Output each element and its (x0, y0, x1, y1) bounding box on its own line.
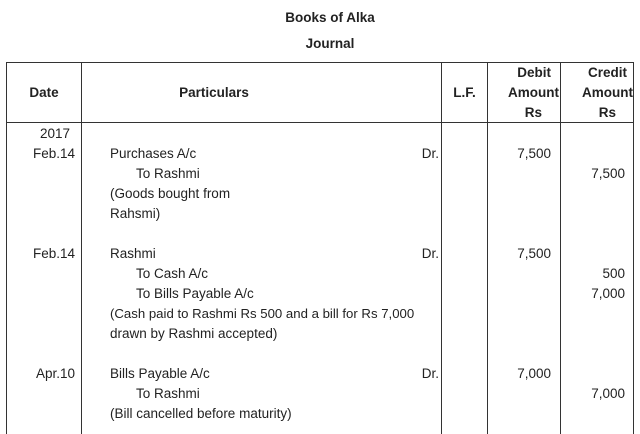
debit-amount: 7,000 (517, 366, 551, 381)
narration: (Cash paid to Rashmi Rs 500 and a bill for Rs 7,000 (110, 306, 415, 321)
narration: (Goods bought from (110, 186, 231, 201)
credit-account: To Cash A/c (136, 266, 209, 281)
debit-amount: 7,500 (517, 146, 551, 161)
journal-title: Journal (305, 36, 355, 51)
credit-account: To Rashmi (136, 166, 200, 181)
particulars-column-divider (441, 62, 442, 434)
debit-account: Rashmi (110, 246, 156, 261)
entry-date: Apr.10 (35, 366, 75, 381)
narration: (Bill cancelled before maturity) (110, 406, 292, 421)
dr-marker: Dr. (421, 146, 439, 161)
debit-account: Purchases A/c (110, 146, 197, 161)
credit-header-line-1: Credit (587, 65, 627, 80)
dr-marker: Dr. (421, 246, 439, 261)
entry-date: Feb.14 (32, 246, 75, 261)
entry-date: Feb.14 (32, 146, 75, 161)
particulars-header: Particulars (179, 85, 249, 100)
debit-amount: 7,500 (517, 246, 551, 261)
credit-amount: 7,000 (591, 286, 625, 301)
debit-account: Bills Payable A/c (110, 366, 210, 381)
dr-marker: Dr. (421, 366, 439, 381)
table-right-border (633, 62, 634, 434)
lf-header: L.F. (453, 85, 476, 100)
narration: drawn by Rashmi accepted) (110, 326, 278, 341)
credit-header-line-3: Rs (598, 105, 616, 120)
credit-account: To Bills Payable A/c (136, 286, 254, 301)
date-column-divider (81, 62, 82, 434)
debit-header-line-3: Rs (524, 105, 542, 120)
debit-header-line-1: Debit (517, 65, 551, 80)
date-header: Date (29, 85, 59, 100)
credit-amount: 7,000 (591, 386, 625, 401)
credit-amount: 7,500 (591, 166, 625, 181)
narration: Rahsmi) (110, 206, 161, 221)
entry-year: 2017 (39, 126, 70, 141)
credit-header-line-2: Amount (582, 85, 633, 100)
credit-account: To Rashmi (136, 386, 200, 401)
book-title: Books of Alka (285, 10, 375, 25)
debit-header-line-2: Amount (508, 85, 559, 100)
credit-amount: 500 (602, 266, 625, 281)
